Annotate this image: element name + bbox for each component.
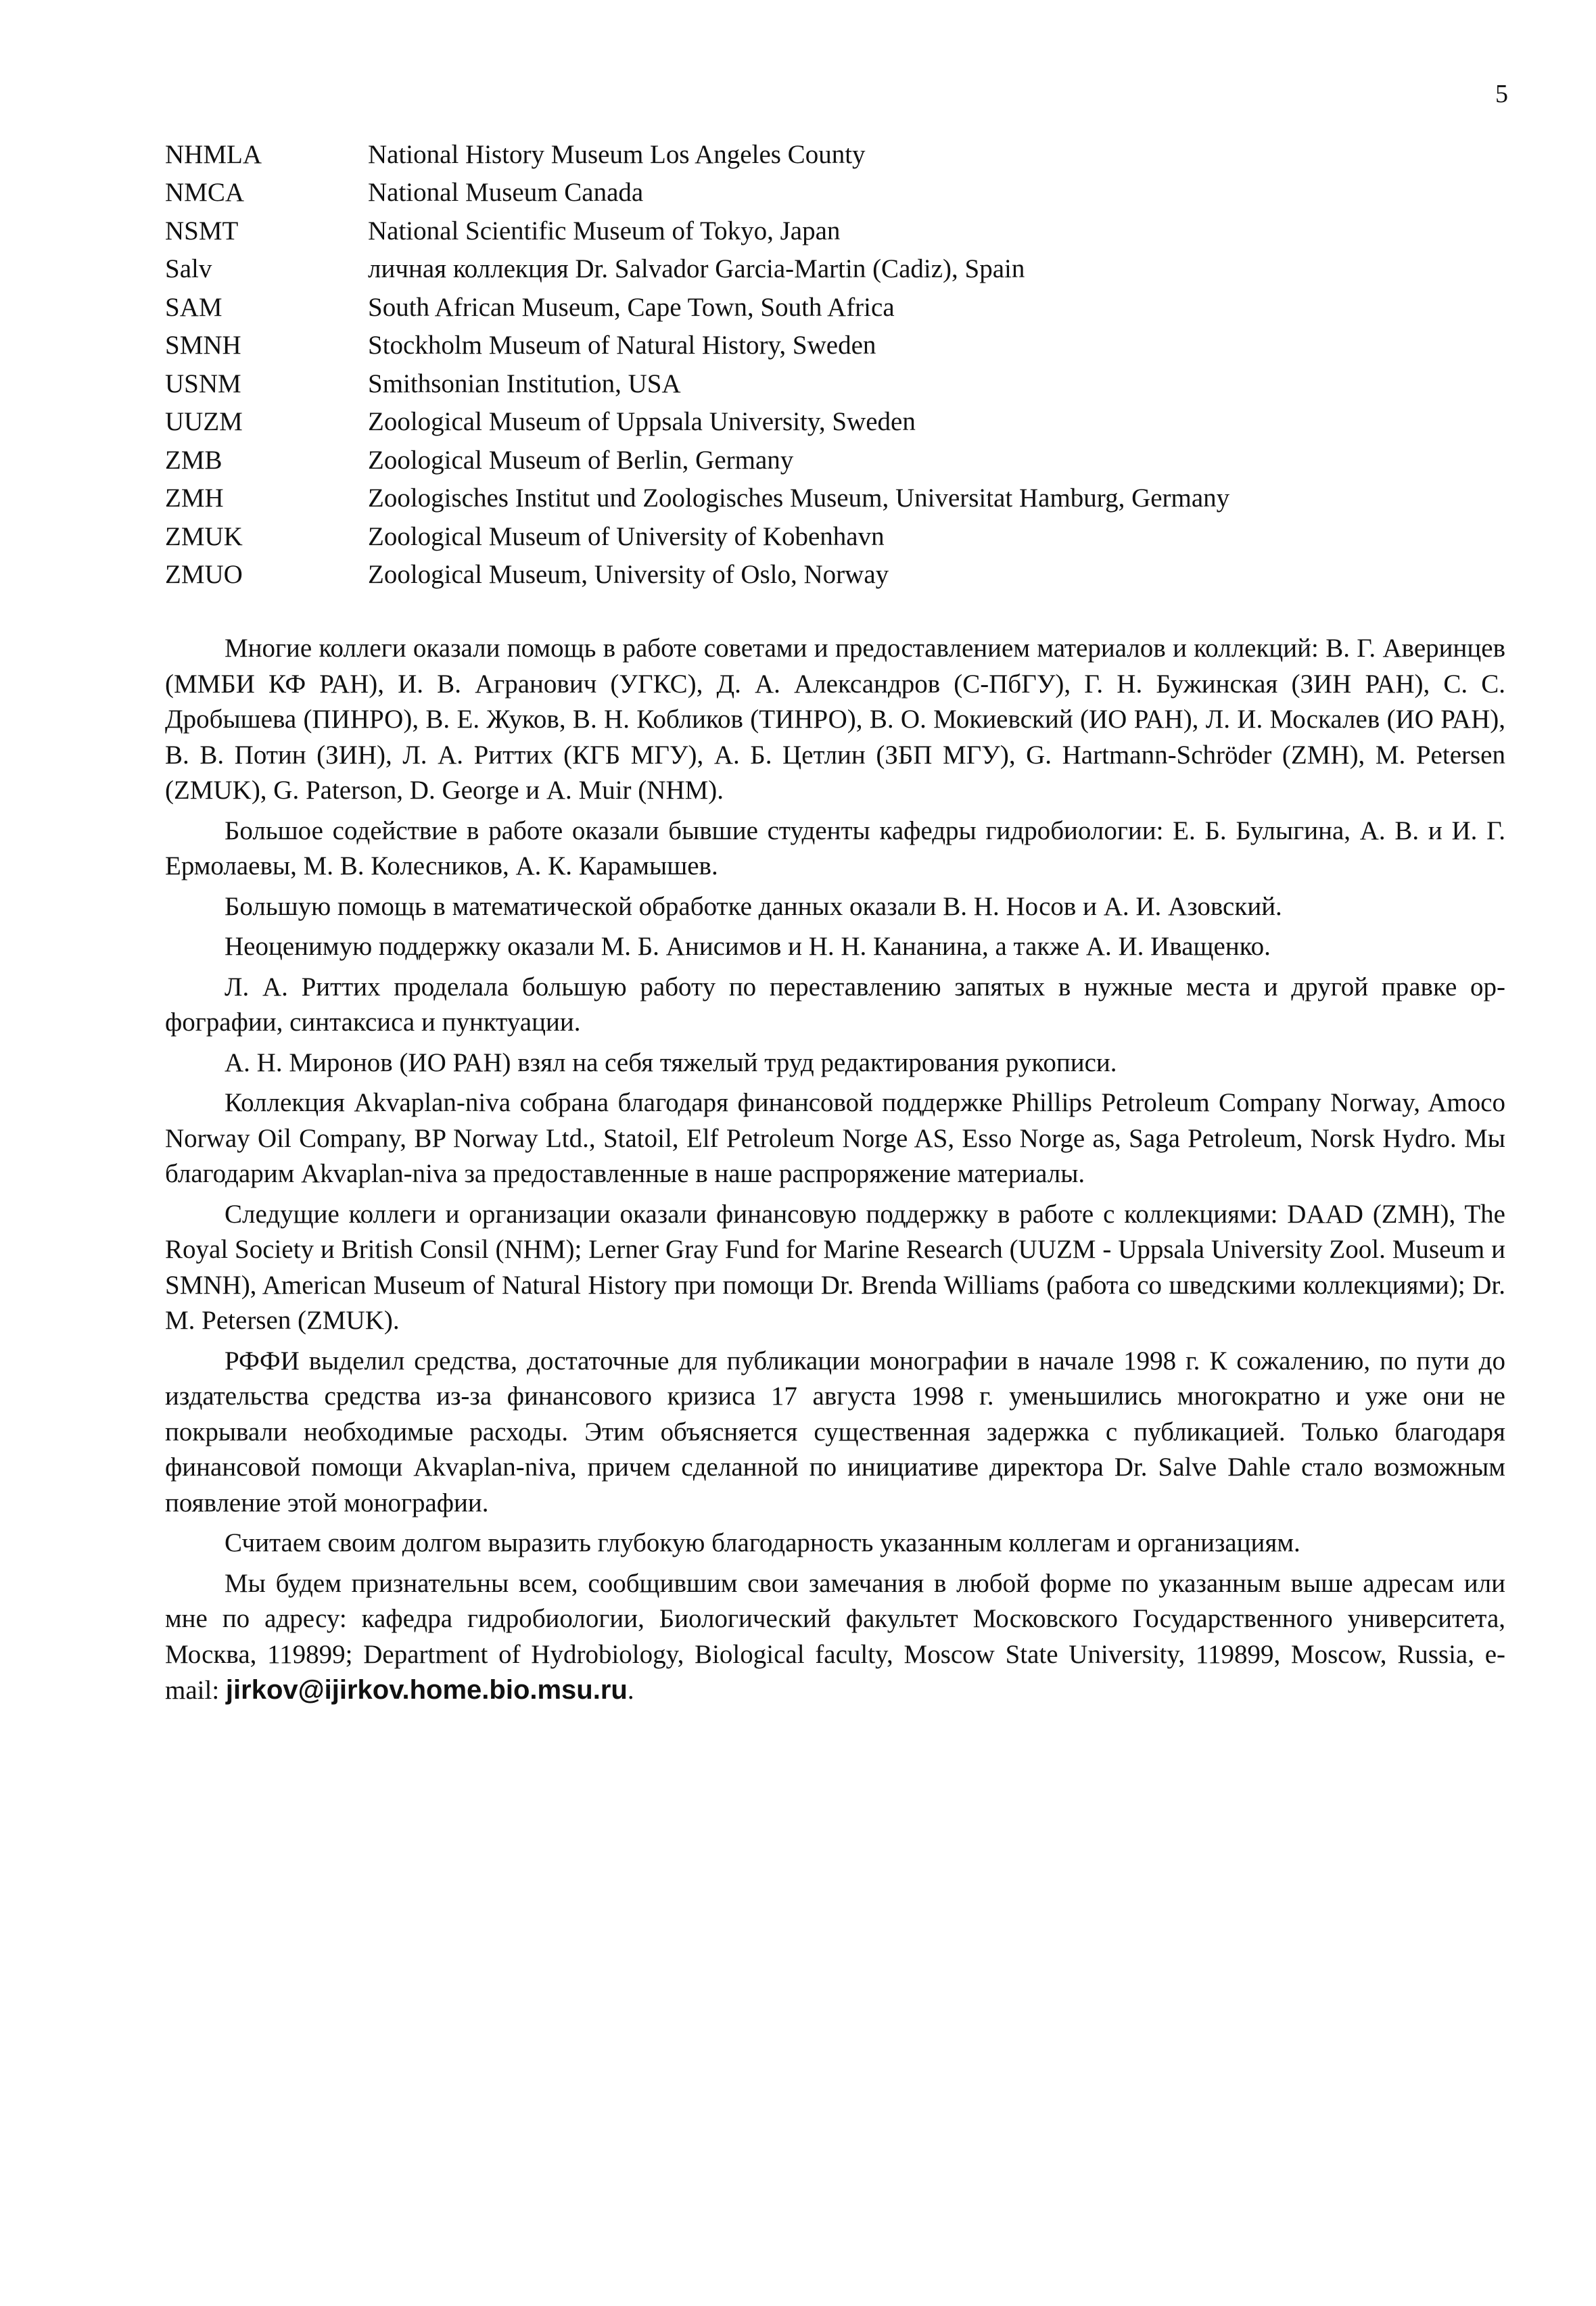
- abbreviation-name: National History Museum Los Angeles County: [368, 139, 866, 169]
- paragraph-math-help: Большую помощь в математической обработке данных оказали В. Н. Носов и А. И. Азовский.: [225, 891, 1282, 921]
- abbreviation-name: National Scientific Museum of Tokyo, Japan: [368, 216, 841, 245]
- abbreviation-row: [165, 403, 1518, 442]
- paragraph-rffi-funding: РФФИ выделил средства, достаточные для публикации монографии в начале 1998 г. К сожалению, по пути до издательства средства из-за финансового кризиса 17 августа 1998 г. уменьшились многократно и уже они не покрывали необходимые расходы. Этим объясняется существенная задержка с публикацией. Только благодаря финансовой помощи Akvaplan-niva, причем сделанной по инициативе директора Dr. Salve Dahle стало возможным появление этой монографии.: [165, 1346, 1505, 1517]
- abbreviation-row: [165, 250, 1518, 289]
- acknowledgements-text: [165, 631, 1505, 1714]
- abbreviation-row: [165, 288, 1518, 327]
- abbreviation-name: Zoological Museum of University of Kobenhavn: [368, 521, 885, 551]
- abbreviation-code: NSMT: [165, 216, 239, 245]
- abbreviation-code: ZMUO: [165, 560, 243, 590]
- abbreviation-name: Zoological Museum of Uppsala University, Sweden: [368, 407, 916, 437]
- paragraph-editing: А. Н. Миронов (ИО РАН) взял на себя тяжелый труд редактирования рукописи.: [225, 1048, 1117, 1077]
- paragraph-proofreading: Л. А. Риттих проделала большую работу по переставлению запятых в нужные места и другой правке орфографии, синтаксиса и пунктуации.: [165, 972, 1505, 1037]
- abbreviation-code: ZMUK: [165, 521, 243, 551]
- paragraph-contact: [165, 1566, 1505, 1709]
- abbreviation-code: UUZM: [165, 407, 243, 437]
- paragraph-colleagues: Многие коллеги оказали помощь в работе советами и предоставлением материалов и коллекций: В. Г. Аверинцев (ММБИ КФ РАН), И. В. Агранович (УГКС), Д. А. Александров (С-ПбГУ), Г. Н. Бужинская (ЗИН РАН), С. С. Дробышева (ПИНРО), В. Е. Жуков, В. Н. Кобликов (ТИНРО), В. О. Мокиевский (ИО РАН), Л. И. Москалев (ИО РАН), В. В. Потин (ЗИН), Л. А. Риттих (КГБ МГУ), А. Б. Цетлин (ЗБП МГУ), G. Hartmann-Schröder (ZMH), M. Petersen (ZMUK), G. Paterson, D. George и A. Muir (NHM).: [165, 634, 1505, 805]
- abbreviation-name: Zoologisches Institut und Zoologisches Museum, Universitat Hamburg, Germany: [368, 484, 1230, 513]
- abbreviation-row: [165, 135, 1518, 174]
- abbreviation-code: USNM: [165, 369, 241, 398]
- abbreviation-name: South African Museum, Cape Town, South Africa: [368, 292, 895, 322]
- abbreviation-row: [165, 364, 1518, 403]
- paragraph-students: Большое содействие в работе оказали бывшие студенты кафедры гидробиологии: Е. Б. Булыгина, А. В. и И. Г. Ермолаевы, М. В. Колесников, А. К. Карамышев.: [165, 816, 1505, 880]
- abbreviation-row: [165, 174, 1518, 212]
- paragraph-akvaplan-collection: Коллекция Akvaplan-niva собрана благодаря финансовой поддержке Phillips Petroleum Company Norway, Amoco Norway Oil Company, BP Norway Ltd., Statoil, Elf Petroleum Norge AS, Esso Norge as, Saga Petroleum, Norsk Hydro. Мы благодарим Akvaplan-niva за предоставленные в наше распроряжение материалы.: [165, 1088, 1505, 1188]
- abbreviation-row: [165, 517, 1518, 556]
- abbreviation-row: [165, 556, 1518, 594]
- abbreviation-name: National Museum Canada: [368, 178, 644, 208]
- abbreviation-name: Stockholm Museum of Natural History, Sweden: [368, 331, 876, 360]
- abbreviation-row: [165, 441, 1518, 479]
- abbreviation-name: Zoological Museum of Berlin, Germany: [368, 445, 794, 475]
- paragraph-gratitude: Считаем своим долгом выразить глубокую благодарность указанным коллегам и организациям.: [225, 1528, 1300, 1557]
- abbreviation-code: ZMH: [165, 484, 224, 513]
- abbreviation-code: ZMB: [165, 445, 222, 475]
- abbreviation-code: NHMLA: [165, 139, 262, 169]
- paragraph-financial-support: Следущие коллеги и организации оказали финансовую поддержку в работе с коллекциями: DAAD (ZMH), The Royal Society и British Consil (NHM); Lerner Gray Fund for Marine Research (UUZM - Uppsala University Zool. Museum и SMNH), American Museum of Natural History при помощи Dr. Brenda Williams (работа со шведскими коллекциями); Dr. M. Petersen (ZMUK).: [165, 1199, 1505, 1335]
- contact-end: .: [627, 1676, 634, 1705]
- abbreviation-code: Salv: [165, 254, 212, 284]
- abbreviation-row: [165, 327, 1518, 365]
- abbreviation-code: SMNH: [165, 331, 241, 360]
- page-number: 5: [1495, 80, 1508, 108]
- email-address: jirkov@ijirkov.home.bio.msu.ru: [225, 1675, 628, 1705]
- abbreviation-code: SAM: [165, 292, 222, 322]
- abbreviation-code: NMCA: [165, 178, 245, 208]
- abbreviation-name: личная коллекция Dr. Salvador Garcia-Martin (Cadiz), Spain: [368, 254, 1025, 284]
- contact-text: Мы будем признательны всем, сообщившим свои замечания в любой форме по указанным выше адресам или мне по адресу: кафедра гидробиологии, Биологический факультет Московского Государственного университета, Москва, 119899; Department of Hydrobiology, Biological faculty, Moscow State University, 119899, Moscow, Russia, e-mail:: [165, 1568, 1505, 1705]
- abbreviation-name: Smithsonian Institution, USA: [368, 369, 681, 398]
- abbreviation-row: [165, 479, 1518, 518]
- paragraph-support: Неоценимую поддержку оказали М. Б. Анисимов и Н. Н. Кананина, а также А. И. Иващенко.: [225, 932, 1271, 961]
- abbreviation-list: [165, 135, 1518, 594]
- abbreviation-name: Zoological Museum, University of Oslo, Norway: [368, 560, 889, 590]
- abbreviation-row: [165, 212, 1518, 250]
